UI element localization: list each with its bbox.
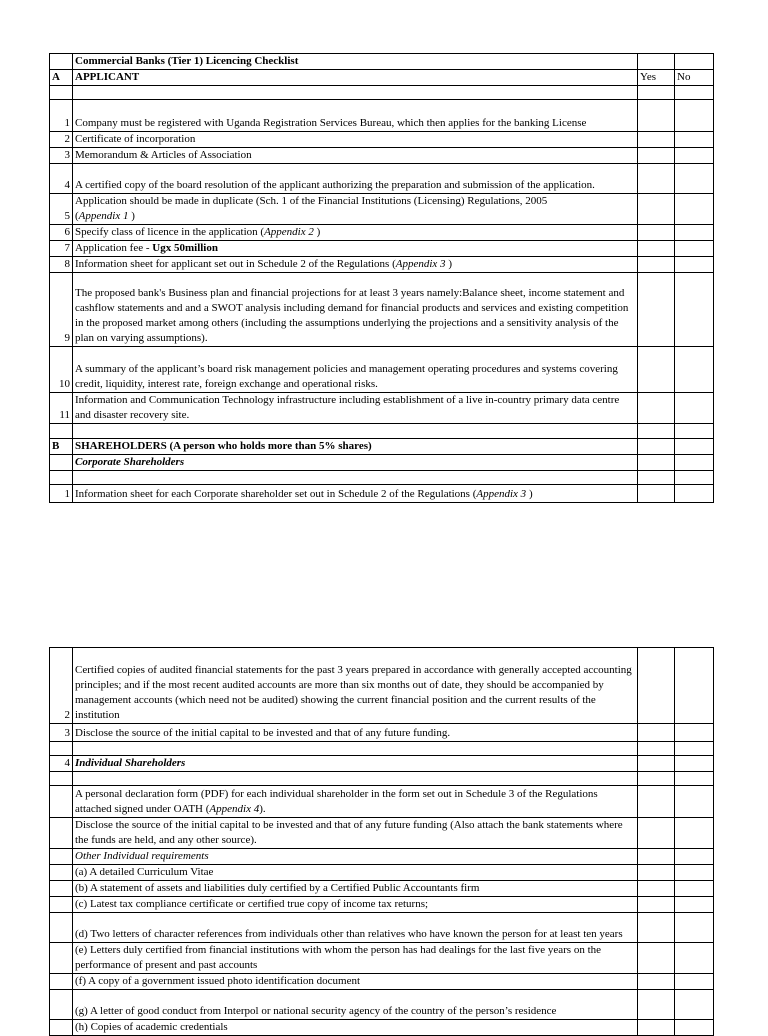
no-cell[interactable] <box>675 241 714 257</box>
no-header: No <box>675 70 714 86</box>
no-cell[interactable] <box>675 786 714 818</box>
row-text: Information and Communication Technology infrastructure including establishment of a live in-country primary data centre and disaster recovery site. <box>73 393 638 424</box>
table-row <box>50 485 714 503</box>
table-row <box>50 913 714 943</box>
table-row <box>50 347 714 393</box>
checklist-title: Commercial Banks (Tier 1) Licencing Checklist <box>73 54 638 70</box>
table-row <box>50 1020 714 1036</box>
row-text: (d) Two letters of character references from individuals other than relatives who have known the person for at least ten years <box>73 913 638 943</box>
checklist-table-page2 <box>49 647 714 1036</box>
no-cell[interactable] <box>675 100 714 132</box>
yes-cell[interactable] <box>638 648 675 724</box>
row-number: 3 <box>50 724 73 742</box>
table-row <box>50 648 714 724</box>
yes-cell[interactable] <box>638 164 675 194</box>
no-cell[interactable] <box>675 756 714 772</box>
row-text: A personal declaration form (PDF) for each individual shareholder in the form set out in Schedule 3 of the Regulations attached signed under OATH (Appendix 4). <box>73 786 638 818</box>
no-cell[interactable] <box>675 347 714 393</box>
no-cell[interactable] <box>675 913 714 943</box>
row-text: Specify class of licence in the application (Appendix 2 ) <box>73 225 638 241</box>
row-number: 11 <box>50 393 73 424</box>
table-row <box>50 897 714 913</box>
row-number: 2 <box>50 648 73 724</box>
yes-cell[interactable] <box>638 132 675 148</box>
yes-header: Yes <box>638 70 675 86</box>
no-cell[interactable] <box>675 225 714 241</box>
no-cell[interactable] <box>675 974 714 990</box>
table-row <box>50 786 714 818</box>
no-cell[interactable] <box>675 485 714 503</box>
table-row <box>50 225 714 241</box>
no-cell[interactable] <box>675 648 714 724</box>
row-number: 1 <box>50 485 73 503</box>
yes-cell[interactable] <box>638 241 675 257</box>
yes-cell[interactable] <box>638 897 675 913</box>
yes-cell[interactable] <box>638 756 675 772</box>
table-row <box>50 724 714 742</box>
table-row <box>50 257 714 273</box>
checklist-table-page1 <box>49 53 714 503</box>
table-row <box>50 756 714 772</box>
yes-cell[interactable] <box>638 100 675 132</box>
table-row <box>50 273 714 347</box>
row-text: (a) A detailed Curriculum Vitae <box>73 865 638 881</box>
no-cell[interactable] <box>675 257 714 273</box>
row-text: (h) Copies of academic credentials <box>73 1020 638 1036</box>
row-number: 4 <box>50 756 73 772</box>
yes-cell[interactable] <box>638 974 675 990</box>
yes-cell[interactable] <box>638 865 675 881</box>
table-row <box>50 100 714 132</box>
row-text: (f) A copy of a government issued photo identification document <box>73 974 638 990</box>
row-number: 8 <box>50 257 73 273</box>
row-text: The proposed bank's Business plan and financial projections for at least 3 years namely:Balance sheet, income statement and cashflow statements and and a SWOT analysis including demand for financial products and services and existing competition in the proposed market among others (including the assumptions underlying the projections and a sensitivity analysis of the plan on varying assumptions). <box>73 273 638 347</box>
row-text: Certificate of incorporation <box>73 132 638 148</box>
table-row <box>50 241 714 257</box>
corporate-shareholders-label: Corporate Shareholders <box>73 455 638 471</box>
row-number: 2 <box>50 132 73 148</box>
row-text: Application fee - Ugx 50million <box>73 241 638 257</box>
no-cell[interactable] <box>675 897 714 913</box>
row-number: 7 <box>50 241 73 257</box>
table-row <box>50 943 714 974</box>
section-a-label: APPLICANT <box>73 70 638 86</box>
row-text: Disclose the source of the initial capital to be invested and that of any future funding (Also attach the bank statements where the funds are held, and any other source). <box>73 818 638 849</box>
row-text: Disclose the source of the initial capital to be invested and that of any future funding. <box>73 724 638 742</box>
yes-cell[interactable] <box>638 724 675 742</box>
row-number: 3 <box>50 148 73 164</box>
no-cell[interactable] <box>675 194 714 225</box>
row-number: 1 <box>50 100 73 132</box>
yes-cell[interactable] <box>638 273 675 347</box>
no-cell[interactable] <box>675 148 714 164</box>
table-row <box>50 990 714 1020</box>
section-b-label: SHAREHOLDERS (A person who holds more than 5% shares) <box>73 439 638 455</box>
yes-cell[interactable] <box>638 1020 675 1036</box>
row-number: 5 <box>50 194 73 225</box>
table-row <box>50 818 714 849</box>
yes-cell[interactable] <box>638 881 675 897</box>
no-cell[interactable] <box>675 943 714 974</box>
table-row <box>50 881 714 897</box>
yes-cell[interactable] <box>638 990 675 1020</box>
table-row <box>50 148 714 164</box>
row-text: Memorandum & Articles of Association <box>73 148 638 164</box>
yes-cell[interactable] <box>638 485 675 503</box>
row-number: 4 <box>50 164 73 194</box>
no-cell[interactable] <box>675 393 714 424</box>
table-row <box>50 974 714 990</box>
yes-cell[interactable] <box>638 148 675 164</box>
no-cell[interactable] <box>675 132 714 148</box>
yes-cell[interactable] <box>638 257 675 273</box>
yes-cell[interactable] <box>638 347 675 393</box>
yes-cell[interactable] <box>638 393 675 424</box>
row-text: Certified copies of audited financial statements for the past 3 years prepared in accordance with generally accepted accounting principles; and if the most recent audited accounts are more than six months out of date, they should be accompanied by management accounts (which need not be audited) showing the current financial position and the current results of the institution <box>73 648 638 724</box>
no-cell[interactable] <box>675 724 714 742</box>
yes-cell[interactable] <box>638 818 675 849</box>
row-text: (g) A letter of good conduct from Interpol or national security agency of the country of the person’s residence <box>73 990 638 1020</box>
row-text: Application should be made in duplicate (Sch. 1 of the Financial Institutions (Licensing) Regulations, 2005 (Appendix 1 ) <box>73 194 638 225</box>
table-row <box>50 194 714 225</box>
no-cell[interactable] <box>675 273 714 347</box>
no-cell[interactable] <box>675 818 714 849</box>
table-row <box>50 393 714 424</box>
yes-cell[interactable] <box>638 943 675 974</box>
row-text: Information sheet for applicant set out in Schedule 2 of the Regulations (Appendix 3 ) <box>73 257 638 273</box>
row-number: 9 <box>50 273 73 347</box>
other-requirements-label: Other Individual requirements <box>73 849 638 865</box>
row-text: Information sheet for each Corporate shareholder set out in Schedule 2 of the Regulations (Appendix 3 ) <box>73 485 638 503</box>
yes-cell[interactable] <box>638 194 675 225</box>
yes-cell[interactable] <box>638 225 675 241</box>
row-text: Company must be registered with Uganda Registration Services Bureau, which then applies for the banking License <box>73 100 638 132</box>
table-row <box>50 865 714 881</box>
no-cell[interactable] <box>675 865 714 881</box>
no-cell[interactable] <box>675 1020 714 1036</box>
table-row <box>50 132 714 148</box>
section-a-letter: A <box>50 70 73 86</box>
row-text: (c) Latest tax compliance certificate or certified true copy of income tax returns; <box>73 897 638 913</box>
row-text: (e) Letters duly certified from financial institutions with whom the person has had dealings for the last five years on the performance of present and past accounts <box>73 943 638 974</box>
table-row <box>50 164 714 194</box>
yes-cell[interactable] <box>638 786 675 818</box>
no-cell[interactable] <box>675 164 714 194</box>
yes-cell[interactable] <box>638 913 675 943</box>
no-cell[interactable] <box>675 990 714 1020</box>
section-b-letter: B <box>50 439 73 455</box>
row-number: 6 <box>50 225 73 241</box>
row-number: 10 <box>50 347 73 393</box>
no-cell[interactable] <box>675 881 714 897</box>
row-text: A certified copy of the board resolution of the applicant authorizing the preparation and submission of the application. <box>73 164 638 194</box>
row-text: A summary of the applicant’s board risk management policies and management operating procedures and systems covering credit, liquidity, interest rate, foreign exchange and operational risks. <box>73 347 638 393</box>
individual-shareholders-label: Individual Shareholders <box>73 756 638 772</box>
row-text: (b) A statement of assets and liabilities duly certified by a Certified Public Accountants firm <box>73 881 638 897</box>
